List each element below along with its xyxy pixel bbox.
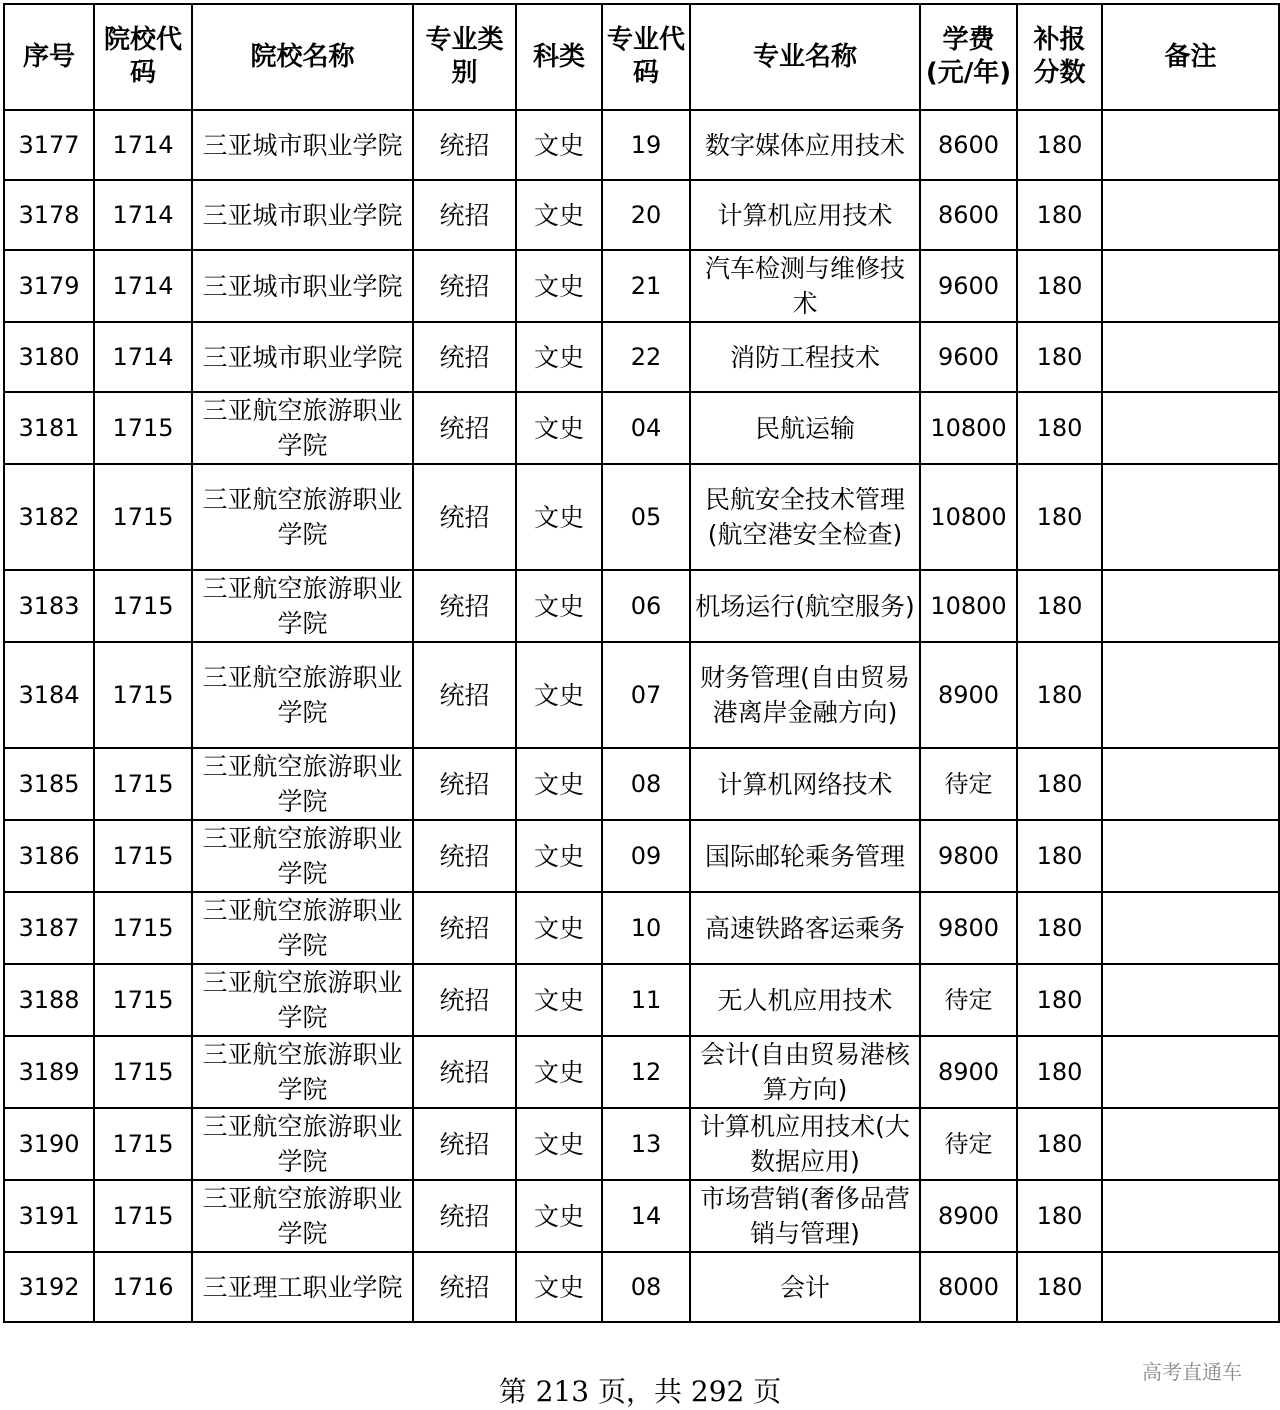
- major-code-cell: 10: [602, 892, 690, 964]
- table-row: [4, 1108, 1279, 1180]
- school-name-cell: 三亚城市职业学院: [192, 322, 413, 392]
- score-cell: 180: [1017, 1108, 1102, 1180]
- seq-cell: 3189: [4, 1036, 94, 1108]
- major-code-cell: 19: [602, 110, 690, 180]
- header-school-name: 院校名称: [192, 4, 413, 110]
- major-name-cell: 无人机应用技术: [690, 964, 920, 1036]
- school-code-cell: 1715: [94, 1180, 192, 1252]
- subject-cell: 文史: [516, 1252, 602, 1322]
- score-cell: 180: [1017, 1252, 1102, 1322]
- subject-cell: 文史: [516, 1036, 602, 1108]
- school-code-cell: 1715: [94, 1036, 192, 1108]
- header-category: 专业类别: [413, 4, 516, 110]
- major-name-cell: 民航运输: [690, 392, 920, 464]
- note-cell: [1102, 820, 1279, 892]
- tuition-cell: 10800: [920, 392, 1017, 464]
- seq-cell: 3184: [4, 642, 94, 748]
- tuition-cell: 8600: [920, 180, 1017, 250]
- tuition-cell: 待定: [920, 964, 1017, 1036]
- score-cell: 180: [1017, 570, 1102, 642]
- table-row: [4, 464, 1279, 570]
- seq-cell: 3181: [4, 392, 94, 464]
- school-name-cell: 三亚航空旅游职业学院: [192, 1036, 413, 1108]
- category-cell: 统招: [413, 1108, 516, 1180]
- table-row: [4, 892, 1279, 964]
- note-cell: [1102, 1252, 1279, 1322]
- score-cell: 180: [1017, 1180, 1102, 1252]
- seq-cell: 3187: [4, 892, 94, 964]
- tuition-cell: 9600: [920, 322, 1017, 392]
- school-name-cell: 三亚航空旅游职业学院: [192, 570, 413, 642]
- school-name-cell: 三亚航空旅游职业学院: [192, 964, 413, 1036]
- seq-cell: 3186: [4, 820, 94, 892]
- school-code-cell: 1716: [94, 1252, 192, 1322]
- major-name-cell: 计算机应用技术: [690, 180, 920, 250]
- watermark-text: 高考直通车: [1142, 1360, 1242, 1384]
- table-row: [4, 642, 1279, 748]
- tuition-cell: 8900: [920, 1180, 1017, 1252]
- school-name-cell: 三亚航空旅游职业学院: [192, 820, 413, 892]
- school-code-cell: 1715: [94, 892, 192, 964]
- school-code-cell: 1715: [94, 570, 192, 642]
- major-name-cell: 消防工程技术: [690, 322, 920, 392]
- category-cell: 统招: [413, 642, 516, 748]
- table-row: [4, 964, 1279, 1036]
- school-code-cell: 1714: [94, 250, 192, 322]
- category-cell: 统招: [413, 392, 516, 464]
- score-cell: 180: [1017, 820, 1102, 892]
- note-cell: [1102, 892, 1279, 964]
- seq-cell: 3178: [4, 180, 94, 250]
- table-row: [4, 250, 1279, 322]
- score-cell: 180: [1017, 964, 1102, 1036]
- category-cell: 统招: [413, 110, 516, 180]
- category-cell: 统招: [413, 180, 516, 250]
- table-row: [4, 748, 1279, 820]
- seq-cell: 3180: [4, 322, 94, 392]
- subject-cell: 文史: [516, 250, 602, 322]
- seq-cell: 3192: [4, 1252, 94, 1322]
- school-name-cell: 三亚航空旅游职业学院: [192, 392, 413, 464]
- subject-cell: 文史: [516, 570, 602, 642]
- tuition-cell: 8900: [920, 642, 1017, 748]
- school-name-cell: 三亚航空旅游职业学院: [192, 748, 413, 820]
- tuition-cell: 待定: [920, 1108, 1017, 1180]
- tuition-cell: 9600: [920, 250, 1017, 322]
- major-name-cell: 机场运行(航空服务): [690, 570, 920, 642]
- table-row: [4, 1180, 1279, 1252]
- header-seq: 序号: [4, 4, 94, 110]
- major-name-cell: 会计: [690, 1252, 920, 1322]
- seq-cell: 3190: [4, 1108, 94, 1180]
- subject-cell: 文史: [516, 464, 602, 570]
- tuition-cell: 待定: [920, 748, 1017, 820]
- seq-cell: 3177: [4, 110, 94, 180]
- subject-cell: 文史: [516, 1108, 602, 1180]
- seq-cell: 3182: [4, 464, 94, 570]
- category-cell: 统招: [413, 820, 516, 892]
- major-code-cell: 13: [602, 1108, 690, 1180]
- school-code-cell: 1715: [94, 1108, 192, 1180]
- subject-cell: 文史: [516, 180, 602, 250]
- score-cell: 180: [1017, 110, 1102, 180]
- school-code-cell: 1714: [94, 322, 192, 392]
- tuition-cell: 8000: [920, 1252, 1017, 1322]
- note-cell: [1102, 964, 1279, 1036]
- note-cell: [1102, 1108, 1279, 1180]
- major-code-cell: 08: [602, 1252, 690, 1322]
- major-code-cell: 07: [602, 642, 690, 748]
- category-cell: 统招: [413, 570, 516, 642]
- score-cell: 180: [1017, 464, 1102, 570]
- subject-cell: 文史: [516, 392, 602, 464]
- school-name-cell: 三亚航空旅游职业学院: [192, 464, 413, 570]
- tuition-cell: 10800: [920, 464, 1017, 570]
- score-cell: 180: [1017, 250, 1102, 322]
- major-code-cell: 11: [602, 964, 690, 1036]
- subject-cell: 文史: [516, 820, 602, 892]
- major-code-cell: 14: [602, 1180, 690, 1252]
- school-name-cell: 三亚理工职业学院: [192, 1252, 413, 1322]
- seq-cell: 3179: [4, 250, 94, 322]
- major-name-cell: 财务管理(自由贸易港离岸金融方向): [690, 642, 920, 748]
- school-name-cell: 三亚城市职业学院: [192, 110, 413, 180]
- category-cell: 统招: [413, 464, 516, 570]
- major-code-cell: 06: [602, 570, 690, 642]
- major-name-cell: 市场营销(奢侈品营销与管理): [690, 1180, 920, 1252]
- table-row: [4, 570, 1279, 642]
- category-cell: 统招: [413, 964, 516, 1036]
- score-cell: 180: [1017, 322, 1102, 392]
- header-note: 备注: [1102, 4, 1279, 110]
- header-score: 补报分数: [1017, 4, 1102, 110]
- category-cell: 统招: [413, 1036, 516, 1108]
- major-code-cell: 12: [602, 1036, 690, 1108]
- major-name-cell: 高速铁路客运乘务: [690, 892, 920, 964]
- major-name-cell: 计算机网络技术: [690, 748, 920, 820]
- tuition-cell: 10800: [920, 570, 1017, 642]
- header-subject: 科类: [516, 4, 602, 110]
- seq-cell: 3188: [4, 964, 94, 1036]
- note-cell: [1102, 110, 1279, 180]
- subject-cell: 文史: [516, 964, 602, 1036]
- table-row: [4, 110, 1279, 180]
- category-cell: 统招: [413, 892, 516, 964]
- seq-cell: 3185: [4, 748, 94, 820]
- subject-cell: 文史: [516, 892, 602, 964]
- subject-cell: 文史: [516, 642, 602, 748]
- note-cell: [1102, 250, 1279, 322]
- table-row: [4, 1252, 1279, 1322]
- major-code-cell: 04: [602, 392, 690, 464]
- score-cell: 180: [1017, 392, 1102, 464]
- school-name-cell: 三亚城市职业学院: [192, 250, 413, 322]
- tuition-cell: 9800: [920, 820, 1017, 892]
- subject-cell: 文史: [516, 110, 602, 180]
- note-cell: [1102, 748, 1279, 820]
- header-school-code: 院校代码: [94, 4, 192, 110]
- table-row: [4, 392, 1279, 464]
- table-row: [4, 180, 1279, 250]
- major-code-cell: 08: [602, 748, 690, 820]
- major-name-cell: 计算机应用技术(大数据应用): [690, 1108, 920, 1180]
- school-code-cell: 1715: [94, 964, 192, 1036]
- major-code-cell: 21: [602, 250, 690, 322]
- score-cell: 180: [1017, 642, 1102, 748]
- note-cell: [1102, 642, 1279, 748]
- school-code-cell: 1715: [94, 642, 192, 748]
- page-footer: 第 213 页，共 292 页: [498, 1375, 782, 1408]
- major-name-cell: 民航安全技术管理(航空港安全检查): [690, 464, 920, 570]
- score-cell: 180: [1017, 892, 1102, 964]
- note-cell: [1102, 1036, 1279, 1108]
- note-cell: [1102, 322, 1279, 392]
- table-row: [4, 322, 1279, 392]
- header-tuition: 学费(元/年): [920, 4, 1017, 110]
- major-code-cell: 09: [602, 820, 690, 892]
- category-cell: 统招: [413, 322, 516, 392]
- school-code-cell: 1714: [94, 180, 192, 250]
- school-name-cell: 三亚航空旅游职业学院: [192, 892, 413, 964]
- major-name-cell: 国际邮轮乘务管理: [690, 820, 920, 892]
- major-code-cell: 05: [602, 464, 690, 570]
- school-name-cell: 三亚航空旅游职业学院: [192, 1108, 413, 1180]
- school-name-cell: 三亚航空旅游职业学院: [192, 642, 413, 748]
- note-cell: [1102, 1180, 1279, 1252]
- subject-cell: 文史: [516, 322, 602, 392]
- category-cell: 统招: [413, 1252, 516, 1322]
- note-cell: [1102, 464, 1279, 570]
- school-code-cell: 1715: [94, 464, 192, 570]
- school-code-cell: 1715: [94, 748, 192, 820]
- table-row: [4, 1036, 1279, 1108]
- subject-cell: 文史: [516, 1180, 602, 1252]
- note-cell: [1102, 180, 1279, 250]
- header-major-code: 专业代码: [602, 4, 690, 110]
- score-cell: 180: [1017, 748, 1102, 820]
- school-name-cell: 三亚航空旅游职业学院: [192, 1180, 413, 1252]
- major-code-cell: 22: [602, 322, 690, 392]
- major-name-cell: 汽车检测与维修技术: [690, 250, 920, 322]
- table-row: [4, 820, 1279, 892]
- admission-table: [3, 3, 1280, 1323]
- major-code-cell: 20: [602, 180, 690, 250]
- header-major-name: 专业名称: [690, 4, 920, 110]
- subject-cell: 文史: [516, 748, 602, 820]
- score-cell: 180: [1017, 1036, 1102, 1108]
- seq-cell: 3183: [4, 570, 94, 642]
- note-cell: [1102, 570, 1279, 642]
- category-cell: 统招: [413, 250, 516, 322]
- school-code-cell: 1715: [94, 392, 192, 464]
- school-name-cell: 三亚城市职业学院: [192, 180, 413, 250]
- school-code-cell: 1714: [94, 110, 192, 180]
- category-cell: 统招: [413, 1180, 516, 1252]
- seq-cell: 3191: [4, 1180, 94, 1252]
- score-cell: 180: [1017, 180, 1102, 250]
- tuition-cell: 8600: [920, 110, 1017, 180]
- school-code-cell: 1715: [94, 820, 192, 892]
- major-name-cell: 数字媒体应用技术: [690, 110, 920, 180]
- tuition-cell: 9800: [920, 892, 1017, 964]
- major-name-cell: 会计(自由贸易港核算方向): [690, 1036, 920, 1108]
- tuition-cell: 8900: [920, 1036, 1017, 1108]
- note-cell: [1102, 392, 1279, 464]
- header-row: [4, 4, 1279, 110]
- category-cell: 统招: [413, 748, 516, 820]
